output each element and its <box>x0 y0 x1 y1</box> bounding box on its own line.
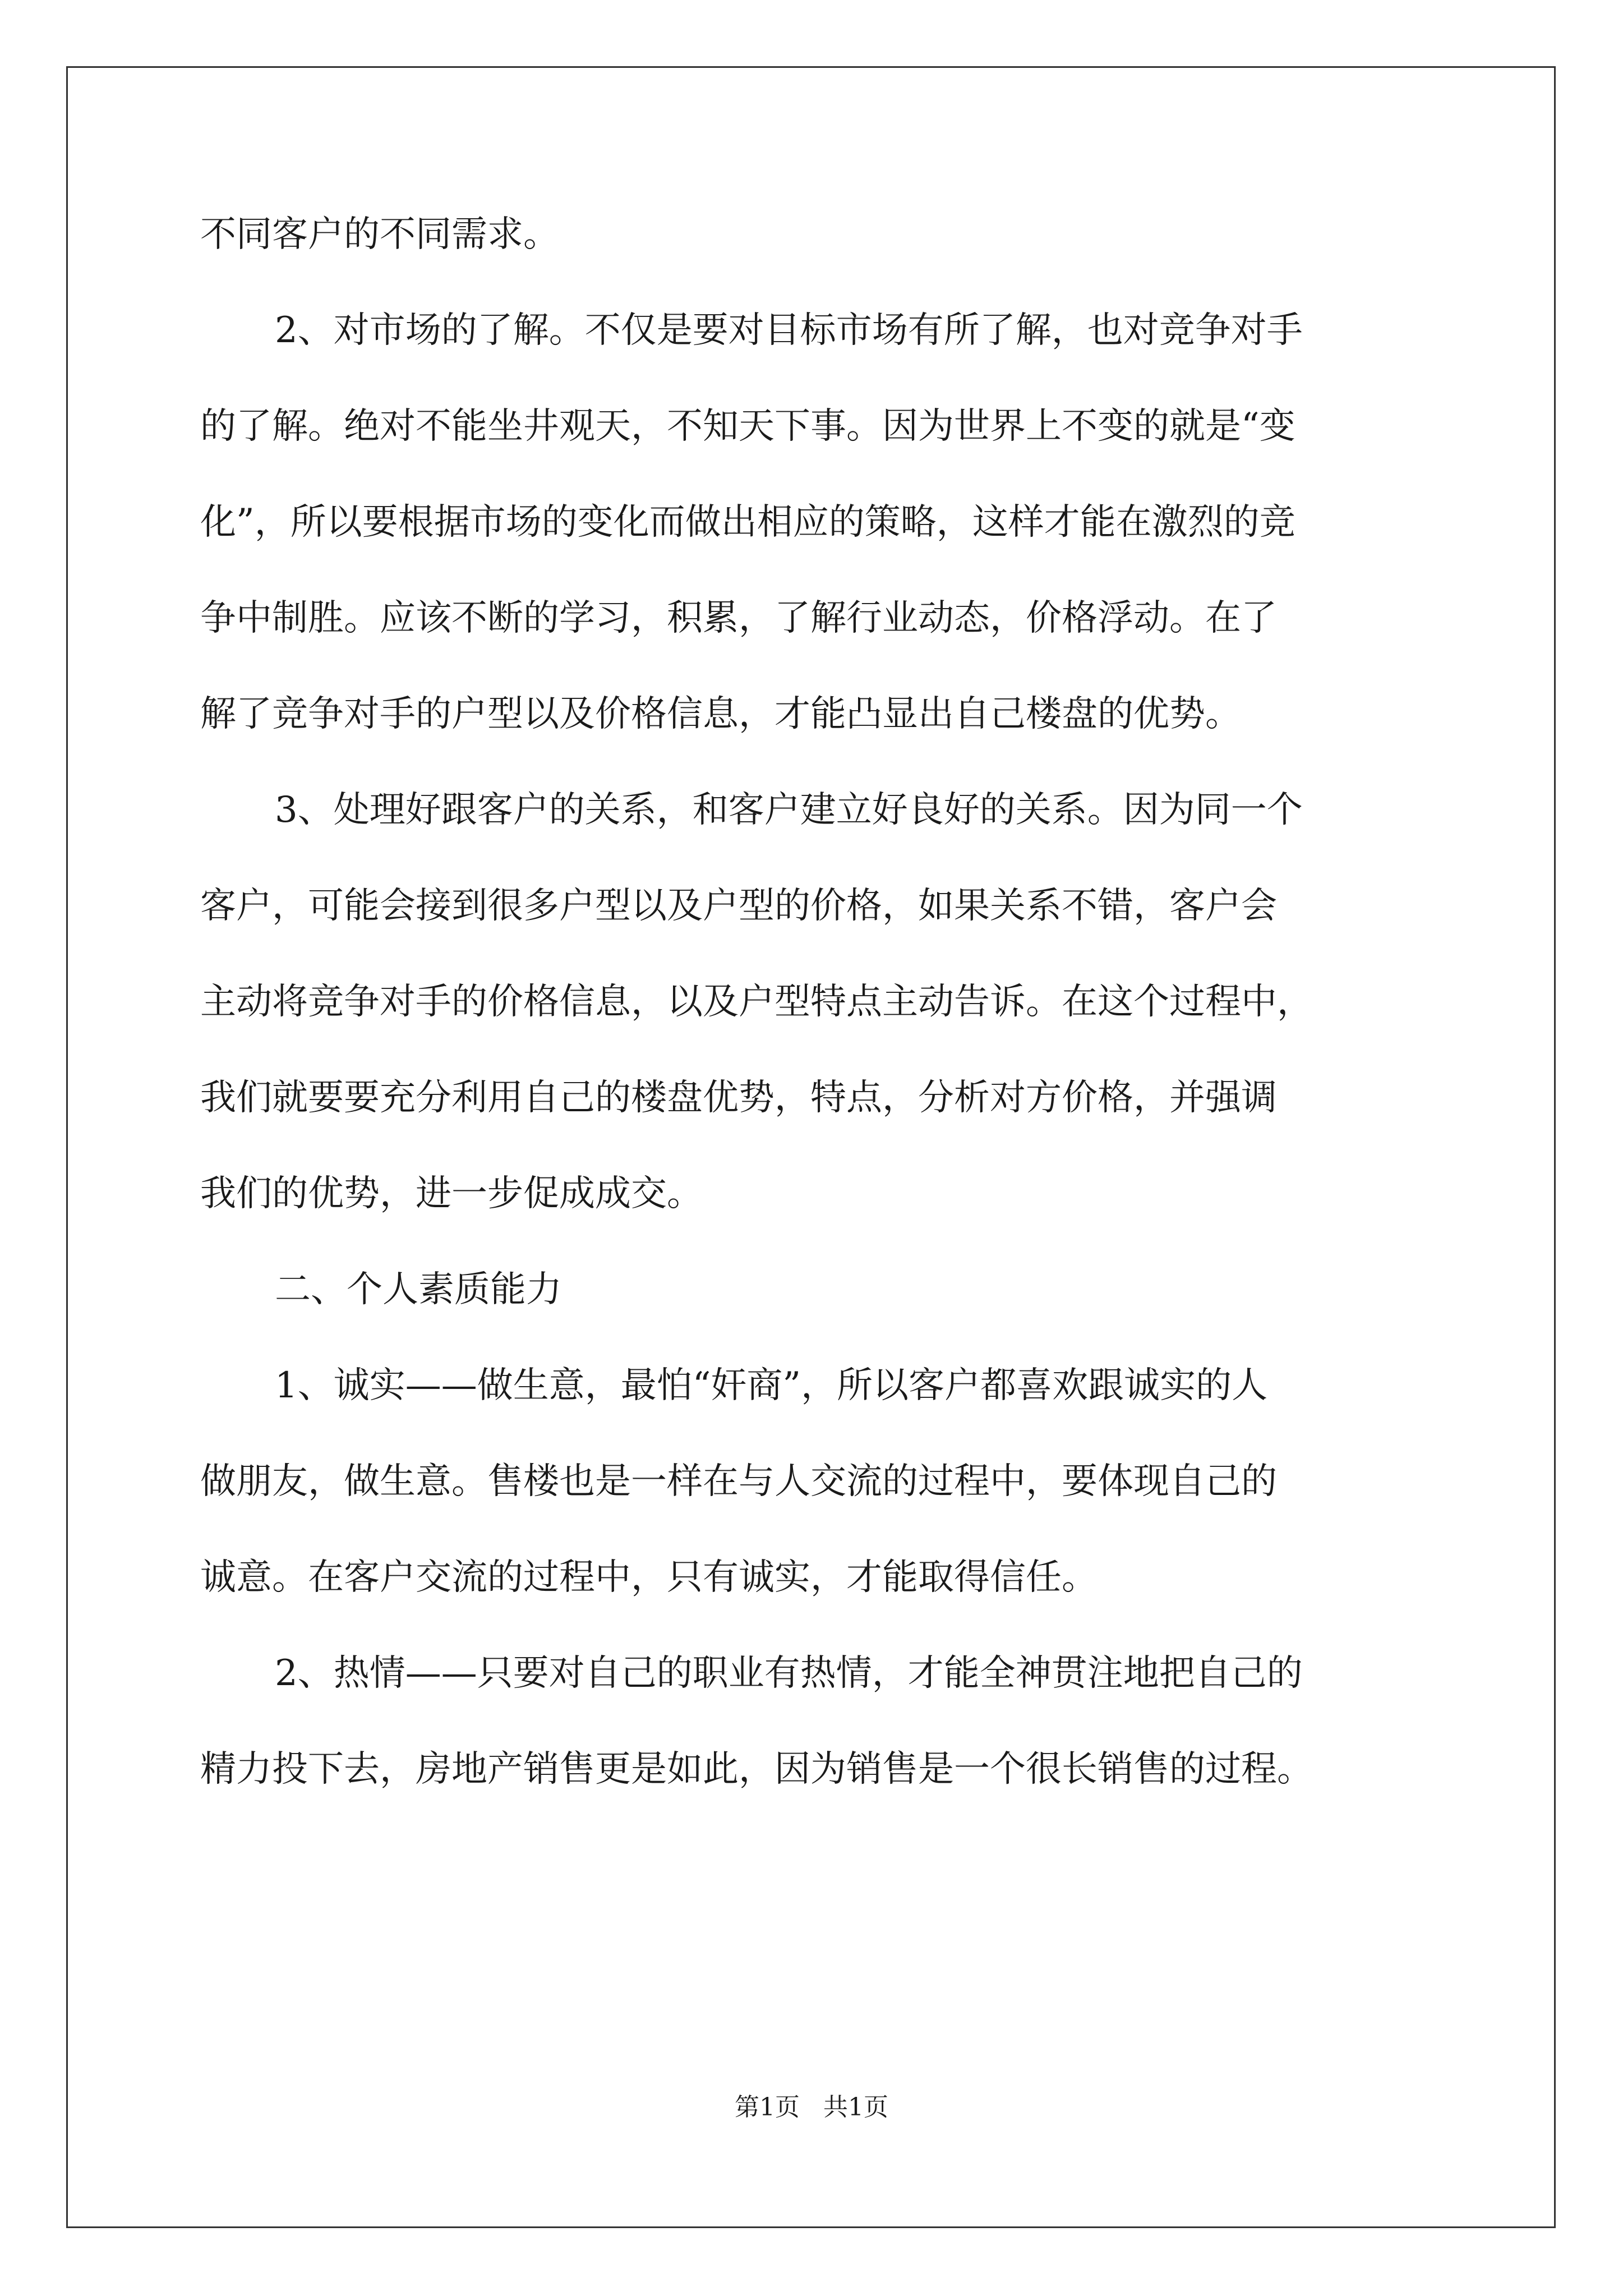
text-line-3: 的了解。绝对不能坐井观天，不知天下事。因为世界上不变的就是“变 <box>200 406 1295 447</box>
text-line-15: 诚意。在客户交流的过程中，只有诚实，才能取得信任。 <box>200 1557 1098 1598</box>
text-line-1: 不同客户的不同需求。 <box>200 214 559 255</box>
text-line-8: 客户，可能会接到很多户型以及户型的价格，如果关系不错，客户会 <box>200 885 1277 927</box>
section-heading: 二、个人素质能力 <box>275 1269 562 1310</box>
text-line-16: 2、热情——只要对自己的职业有热情，才能全神贯注地把自己的 <box>275 1653 1303 1694</box>
text-line-10: 我们就要要充分利用自己的楼盘优势，特点，分析对方价格，并强调 <box>200 1077 1277 1119</box>
text-line-17: 精力投下去，房地产销售更是如此，因为销售是一个很长销售的过程。 <box>200 1749 1313 1790</box>
text-line-13: 1、诚实——做生意，最怕“奸商”，所以客户都喜欢跟诚实的人 <box>275 1365 1268 1406</box>
text-line-6: 解了竞争对手的户型以及价格信息，才能凸显出自己楼盘的优势。 <box>200 693 1241 735</box>
text-line-11: 我们的优势，进一步促成成交。 <box>200 1173 703 1214</box>
page-footer: 第1页 共1页 <box>735 2093 888 2122</box>
text-line-14: 做朋友，做生意。售楼也是一样在与人交流的过程中，要体现自己的 <box>200 1461 1277 1502</box>
text-line-5: 争中制胜。应该不断的学习，积累，了解行业动态，价格浮动。在了 <box>200 597 1277 639</box>
page-border <box>66 66 1556 2228</box>
text-line-7: 3、处理好跟客户的关系，和客户建立好良好的关系。因为同一个 <box>275 789 1303 831</box>
text-line-9: 主动将竞争对手的价格信息，以及户型特点主动告诉。在这个过程中， <box>200 981 1313 1023</box>
text-line-4: 化”，所以要根据市场的变化而做出相应的策略，这样才能在激烈的竞 <box>200 501 1295 543</box>
text-line-2: 2、对市场的了解。不仅是要对目标市场有所了解，也对竞争对手 <box>275 310 1303 351</box>
